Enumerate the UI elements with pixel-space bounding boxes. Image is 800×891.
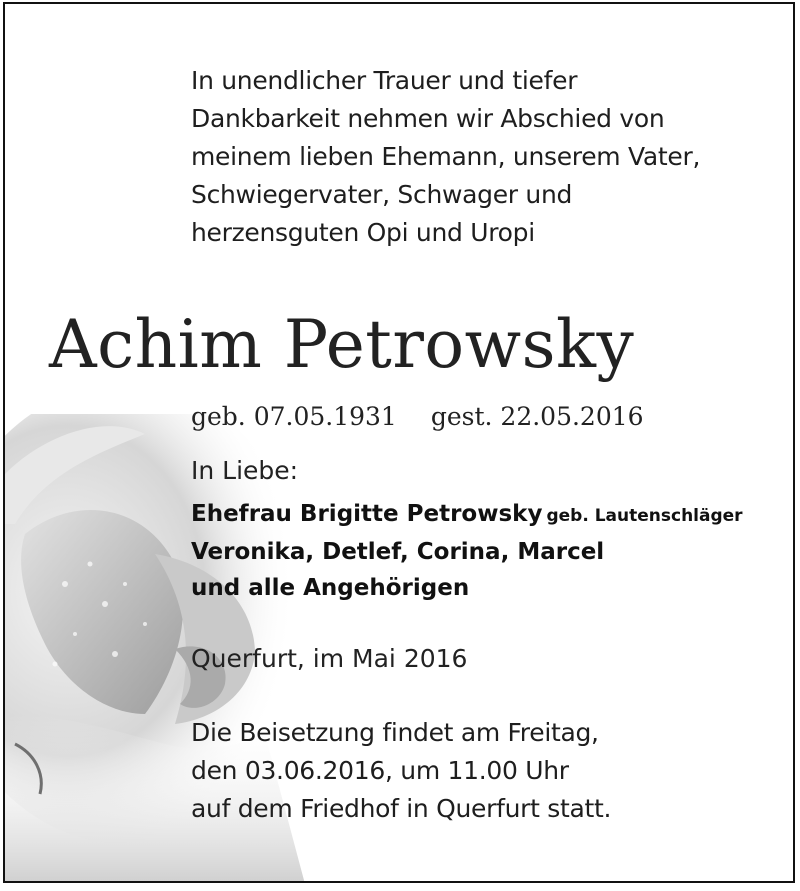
intro-text xyxy=(191,62,771,252)
funeral-line: Die Beisetzung findet am Freitag, xyxy=(191,718,599,747)
spouse-line xyxy=(191,496,791,534)
intro-line: In unendlicher Trauer und tiefer xyxy=(191,66,578,95)
intro-line: Schwiegervater, Schwager und xyxy=(191,180,573,209)
funeral-info xyxy=(191,714,771,828)
place-date: Querfurt, im Mai 2016 xyxy=(191,644,468,673)
spouse-name: Ehefrau Brigitte Petrowsky xyxy=(191,501,543,527)
relatives-line: und alle Angehörigen xyxy=(191,575,470,601)
children-line: Veronika, Detlef, Corina, Marcel xyxy=(191,539,605,565)
intro-line: Dankbarkeit nehmen wir Abschied von xyxy=(191,104,665,133)
funeral-line: auf dem Friedhof in Querfurt statt. xyxy=(191,794,612,823)
birth-date: geb. 07.05.1931 xyxy=(191,402,397,431)
obituary-notice xyxy=(3,2,795,883)
intro-line: meinem lieben Ehemann, unserem Vater, xyxy=(191,142,701,171)
intro-line: herzensguten Opi und Uropi xyxy=(191,218,535,247)
funeral-line: den 03.06.2016, um 11.00 Uhr xyxy=(191,756,569,785)
deceased-name: Achim Petrowsky xyxy=(49,306,635,383)
spouse-maiden-name: geb. Lautenschläger xyxy=(546,506,743,526)
in-love-label: In Liebe: xyxy=(191,456,299,485)
life-dates xyxy=(191,402,644,431)
death-date: gest. 22.05.2016 xyxy=(430,402,644,431)
family-list xyxy=(191,496,791,606)
